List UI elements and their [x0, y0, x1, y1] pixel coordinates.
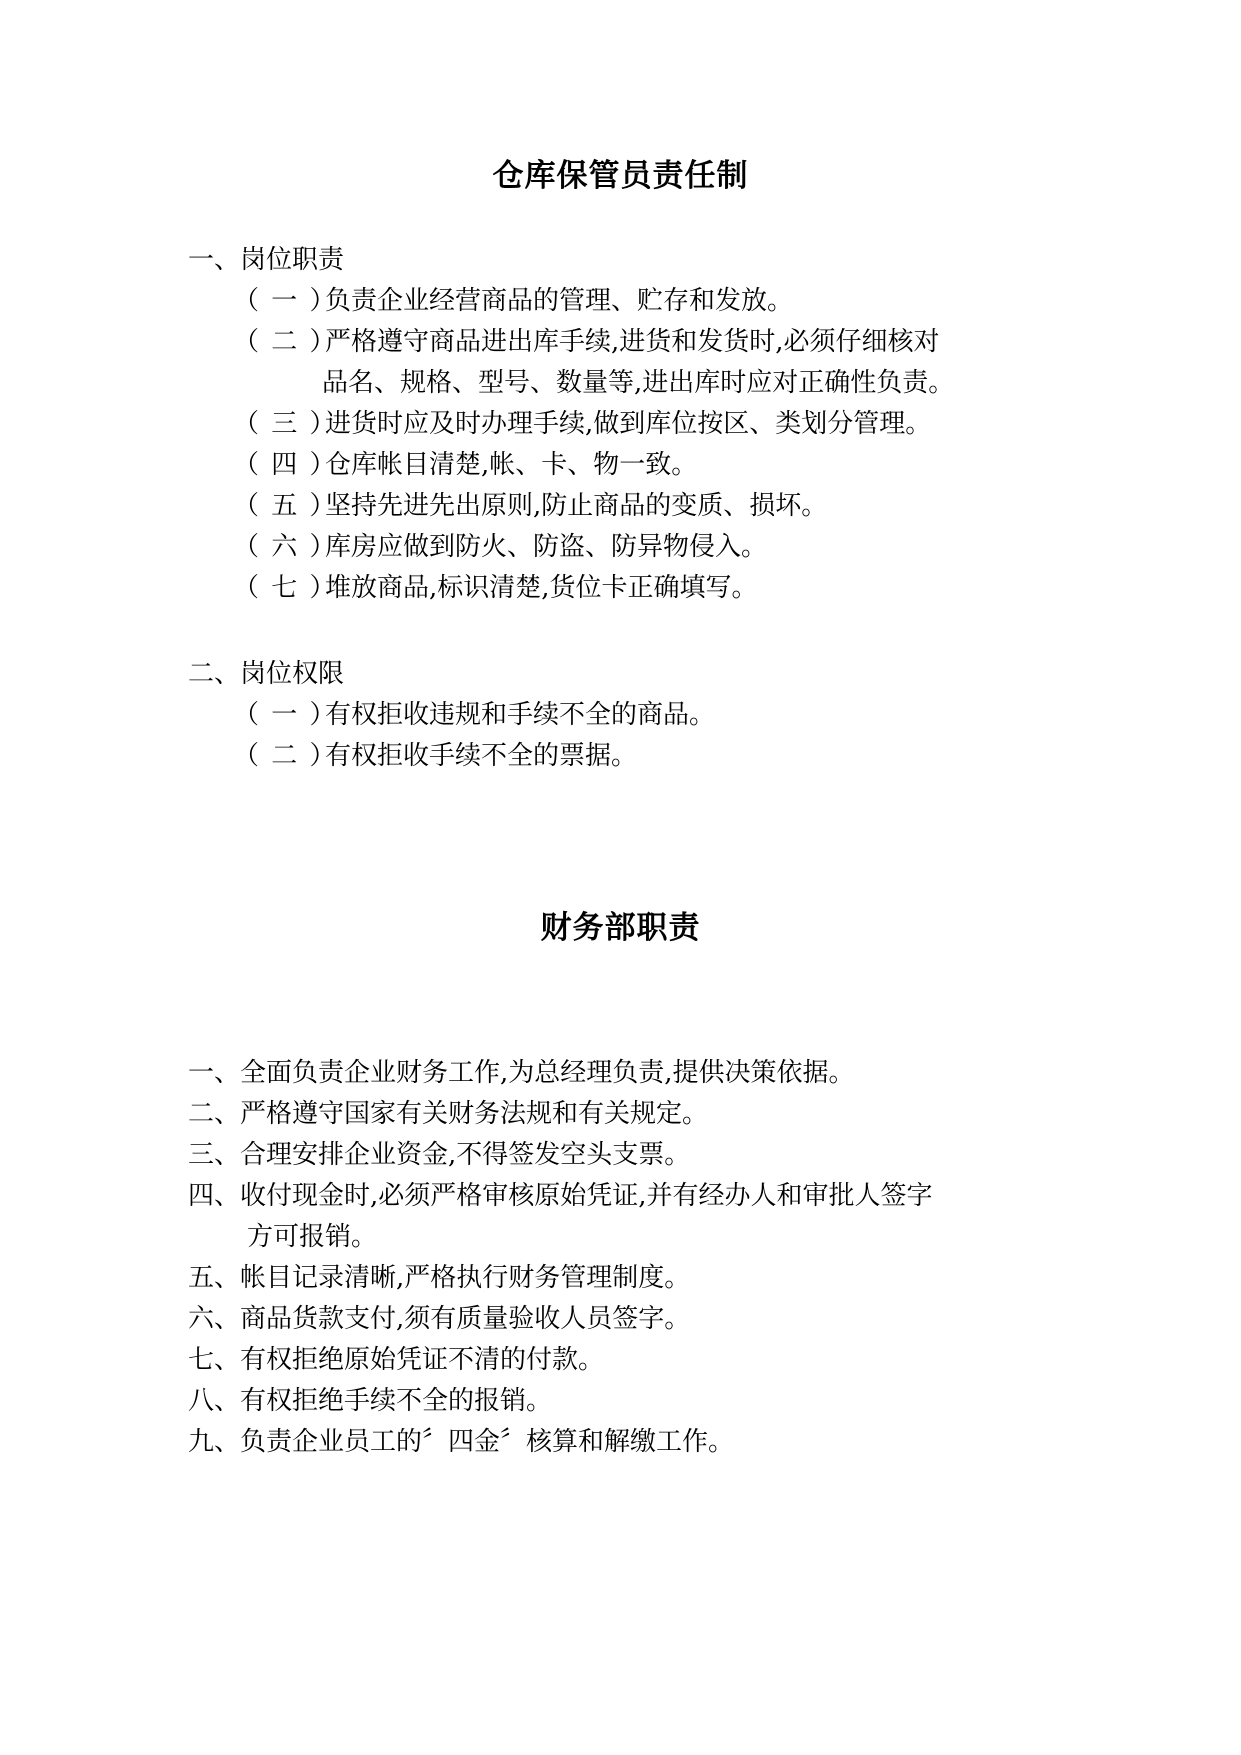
finance-item-4-continuation: 方可报销。 — [247, 1222, 378, 1252]
item-number: （ 五 ） — [233, 491, 338, 521]
authority-item-2 — [233, 738, 637, 774]
duty-item-6 — [233, 529, 767, 565]
item-text: 严格遵守商品进出库手续,进货和发货时,必须仔细核对 — [325, 327, 940, 357]
item-text: 进货时应及时办理手续,做到库位按区、类划分管理。 — [325, 409, 932, 439]
item-number: （ 二 ） — [233, 741, 338, 771]
item-text: 有权拒收违规和手续不全的商品。 — [325, 700, 716, 730]
authority-item-1 — [233, 697, 715, 733]
finance-item-6: 六、商品货款支付,须有质量验收人员签字。 — [188, 1304, 691, 1334]
finance-item-8: 八、有权拒绝手续不全的报销。 — [188, 1386, 553, 1416]
section-heading-duties: 一、岗位职责 — [188, 245, 345, 275]
item-number: （ 六 ） — [233, 532, 338, 562]
doc1-title: 仓库保管员责任制 — [492, 158, 749, 194]
item-text: 仓库帐目清楚,帐、卡、物一致。 — [325, 450, 698, 480]
finance-item-1: 一、全面负责企业财务工作,为总经理负责,提供决策依据。 — [188, 1058, 855, 1088]
duty-item-3 — [233, 406, 931, 442]
item-number: （ 四 ） — [233, 450, 338, 480]
finance-item-7: 七、有权拒绝原始凭证不清的付款。 — [188, 1345, 605, 1375]
item-number: （ 二 ） — [233, 327, 338, 357]
duty-item-5 — [233, 488, 827, 524]
item-text: 负责企业经营商品的管理、贮存和发放。 — [325, 286, 794, 316]
finance-item-4: 四、收付现金时,必须严格审核原始凭证,并有经办人和审批人签字 — [188, 1181, 933, 1211]
duty-item-2 — [233, 324, 940, 360]
item-number: （ 一 ） — [233, 700, 338, 730]
duty-item-2-continuation: 品名、规格、型号、数量等,进出库时应对正确性负责。 — [322, 368, 955, 398]
duty-item-1 — [233, 283, 793, 319]
finance-item-2: 二、严格遵守国家有关财务法规和有关规定。 — [188, 1099, 709, 1129]
item-number: （ 三 ） — [233, 409, 338, 439]
item-number: （ 七 ） — [233, 573, 338, 603]
item-number: （ 一 ） — [233, 286, 338, 316]
item-text: 堆放商品,标识清楚,货位卡正确填写。 — [325, 573, 758, 603]
finance-item-5: 五、帐目记录清晰,严格执行财务管理制度。 — [188, 1263, 691, 1293]
duty-item-7 — [233, 570, 758, 606]
doc2-title: 财务部职责 — [540, 910, 701, 946]
item-text: 库房应做到防火、防盗、防异物侵入。 — [325, 532, 768, 562]
duty-item-4 — [233, 447, 697, 483]
item-text: 坚持先进先出原则,防止商品的变质、损坏。 — [325, 491, 828, 521]
item-text: 有权拒收手续不全的票据。 — [325, 741, 638, 771]
section-heading-authority: 二、岗位权限 — [188, 659, 345, 689]
finance-item-3: 三、合理安排企业资金,不得签发空头支票。 — [188, 1140, 691, 1170]
finance-item-9: 九、负责企业员工的〞四金〞核算和解缴工作。 — [188, 1427, 735, 1457]
